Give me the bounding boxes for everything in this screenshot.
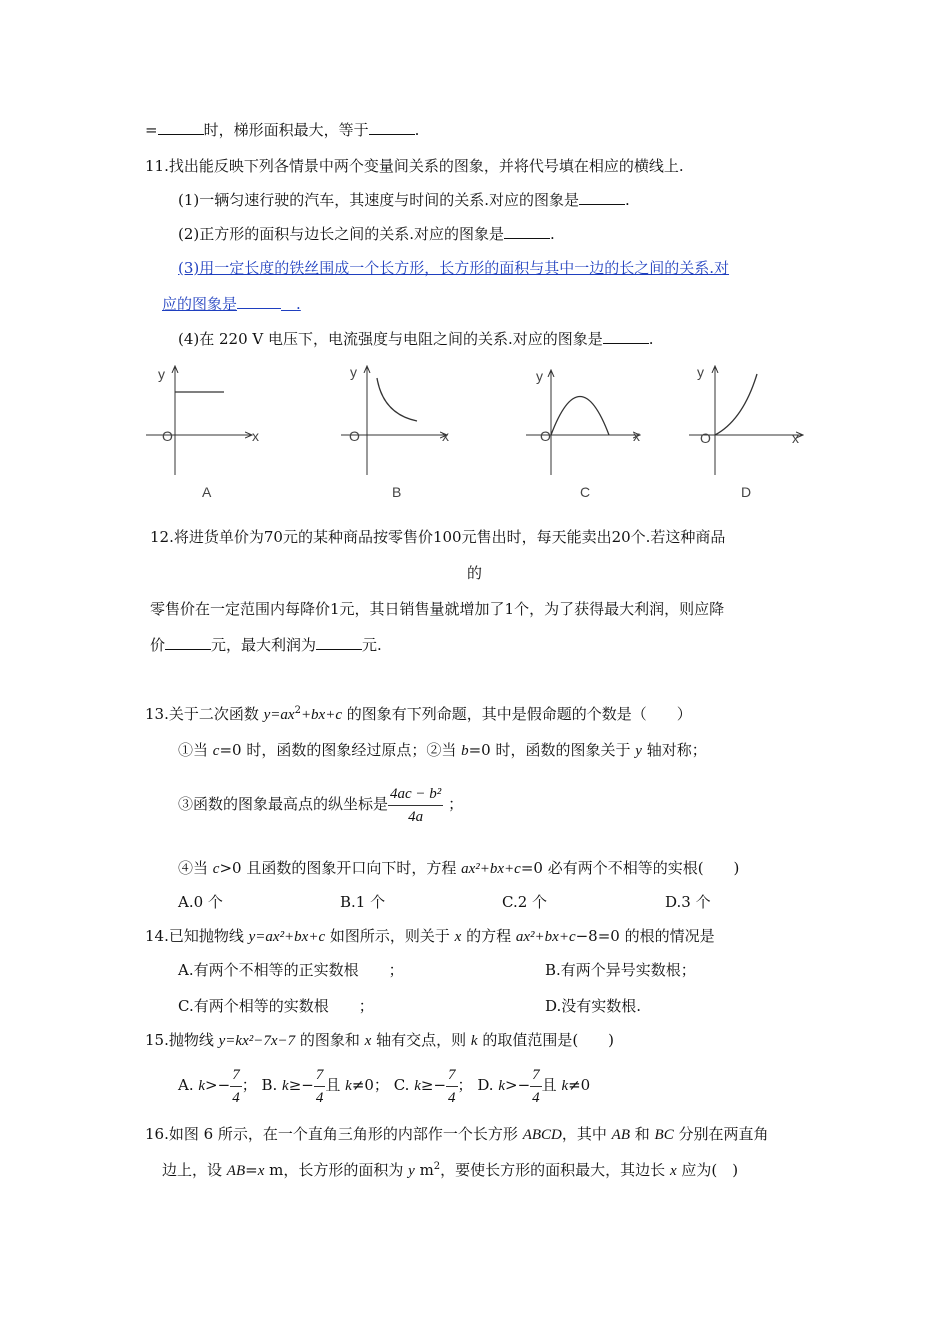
graph-d-y-label: y [697, 364, 704, 380]
graph-a [146, 366, 252, 475]
graph-a-y-label: y [158, 366, 165, 382]
answer-blank[interactable] [237, 294, 281, 309]
graph-c [526, 370, 640, 475]
q14-option-b[interactable]: B.有两个异号实数根； [545, 961, 696, 979]
q14-option-c[interactable]: C.有两个相等的实数根 ； [178, 997, 374, 1015]
q13-item-4: ④当 c>0 且函数的图象开口向下时，方程 ax²+bx+c=0 必有两个不相等的实根( ) [178, 859, 740, 877]
graph-b-origin: O [349, 428, 360, 444]
q12-line-1: 12.将进货单价为70元的某种商品按零售价100元售出时，每天能卖出20个.若这种商品 [150, 528, 726, 546]
q13-option-d[interactable]: D.3 个 [665, 893, 711, 911]
graph-c-origin: O [540, 428, 551, 444]
graph-c-curve [551, 397, 609, 436]
graph-d-curve [715, 374, 757, 435]
q13-item-1-2: ①当 c=0 时，函数的图象经过原点；②当 b=0 时，函数的图象关于 y 轴对称； [178, 741, 707, 759]
graph-b-label: B [392, 484, 402, 500]
q13-item-3: ③函数的图象最高点的纵坐标是 $\frac{\text{4ac − b²}}{4a}$ ； [178, 776, 463, 832]
q11-item-3-link[interactable]: (3)用一定长度的铁丝围成一个长方形，长方形的面积与其中一边的长之间的关系.对 [178, 259, 730, 277]
q12-line-4: 价 元，最大利润为 元. [150, 636, 382, 654]
graph-b-x-label: x [442, 428, 449, 444]
q11-item-4: (4)在 220 V 电压下，电流强度与电阻之间的关系.对应的图象是 . [178, 330, 654, 348]
graph-c-label: C [580, 484, 591, 500]
fraction: $\frac{7}{4}$ [530, 1064, 542, 1109]
graph-c-y-label: y [536, 368, 543, 384]
q14-option-a[interactable]: A.有两个不相等的正实数根 ； [178, 961, 404, 979]
graph-a-x-label: x [252, 428, 259, 444]
q15-stem: 15.抛物线 y=kx²−7x−7 的图象和 x 轴有交点，则 k 的取值范围是( ) [145, 1031, 615, 1049]
q13-option-b[interactable]: B.1 个 [340, 893, 386, 911]
fraction: $\frac{7}{4}$ [446, 1064, 458, 1109]
graph-a-origin: O [162, 428, 173, 444]
q10-tail: = 时，梯形面积最大，等于 . [145, 121, 420, 139]
graph-a-label: A [202, 484, 212, 500]
graph-d [689, 366, 803, 475]
fraction: $\frac{\text{4ac − b²}}{4a}$ [388, 783, 443, 828]
q16-line-2: 边上，设 AB=x m，长方形的面积为 y $m^2$，要使长方形的面积最大，其边长 x 应为( ) [162, 1161, 739, 1179]
q14-option-d[interactable]: D.没有实数根. [545, 997, 642, 1015]
fraction: $\frac{7}{4}$ [230, 1064, 242, 1109]
q11-graphs [140, 360, 820, 510]
graph-b [341, 366, 447, 475]
answer-blank[interactable] [158, 120, 204, 135]
q13-option-a[interactable]: A.0 个 [178, 893, 223, 911]
q15-option-c[interactable]: C. k≥− $\frac{7}{4}$ ； [394, 1076, 473, 1094]
graph-b-curve [377, 378, 417, 421]
answer-blank[interactable] [165, 635, 211, 650]
answer-blank[interactable] [603, 329, 649, 344]
q11-item-1: (1)一辆匀速行驶的汽车，其速度与时间的关系.对应的图象是 . [178, 191, 630, 209]
graph-d-origin: O [700, 430, 711, 446]
q11-item-3-link-cont[interactable]: 应的图象是 . [162, 295, 301, 313]
q12-line-2: 的 [467, 564, 483, 582]
q12-line-3: 零售价在一定范围内每降价1元，其日销售量就增加了1个，为了获得最大利润，则应降 [150, 600, 725, 618]
q13-stem: 13.关于二次函数 $y=ax^2+bx+c$ 的图象有下列命题，其中是假命题的个数是（ ） [145, 705, 692, 723]
q15-options [178, 1062, 590, 1109]
q14-stem: 14.已知抛物线 y=ax²+bx+c 如图所示，则关于 x 的方程 ax²+bx+c−8=0 的根的情况是 [145, 927, 715, 945]
q11-item-2: (2)正方形的面积与边长之间的关系.对应的图象是 . [178, 225, 555, 243]
answer-blank[interactable] [369, 120, 415, 135]
q15-option-d[interactable]: D. k>− $\frac{7}{4}$ 且 k≠0 [477, 1076, 590, 1094]
q15-option-b[interactable]: B. k≥− $\frac{7}{4}$ 且 k≠0； [261, 1076, 388, 1094]
fraction: $\frac{7}{4}$ [314, 1064, 326, 1109]
graph-d-label: D [741, 484, 752, 500]
q15-option-a[interactable]: A. k>− $\frac{7}{4}$ ； [178, 1076, 257, 1094]
graph-b-y-label: y [350, 364, 357, 380]
q16-line-1: 16.如图 6 所示，在一个直角三角形的内部作一个长方形 ABCD，其中 AB 和 BC 分别在两直角 [145, 1125, 769, 1143]
q13-option-c[interactable]: C.2 个 [502, 893, 548, 911]
answer-blank[interactable] [579, 190, 625, 205]
graph-c-x-label: x [633, 428, 640, 444]
answer-blank[interactable] [504, 224, 550, 239]
q11-stem: 11.找出能反映下列各情景中两个变量间关系的图象，并将代号填在相应的横线上. [145, 157, 684, 175]
answer-blank[interactable] [316, 635, 362, 650]
graph-d-x-label: x [792, 430, 799, 446]
